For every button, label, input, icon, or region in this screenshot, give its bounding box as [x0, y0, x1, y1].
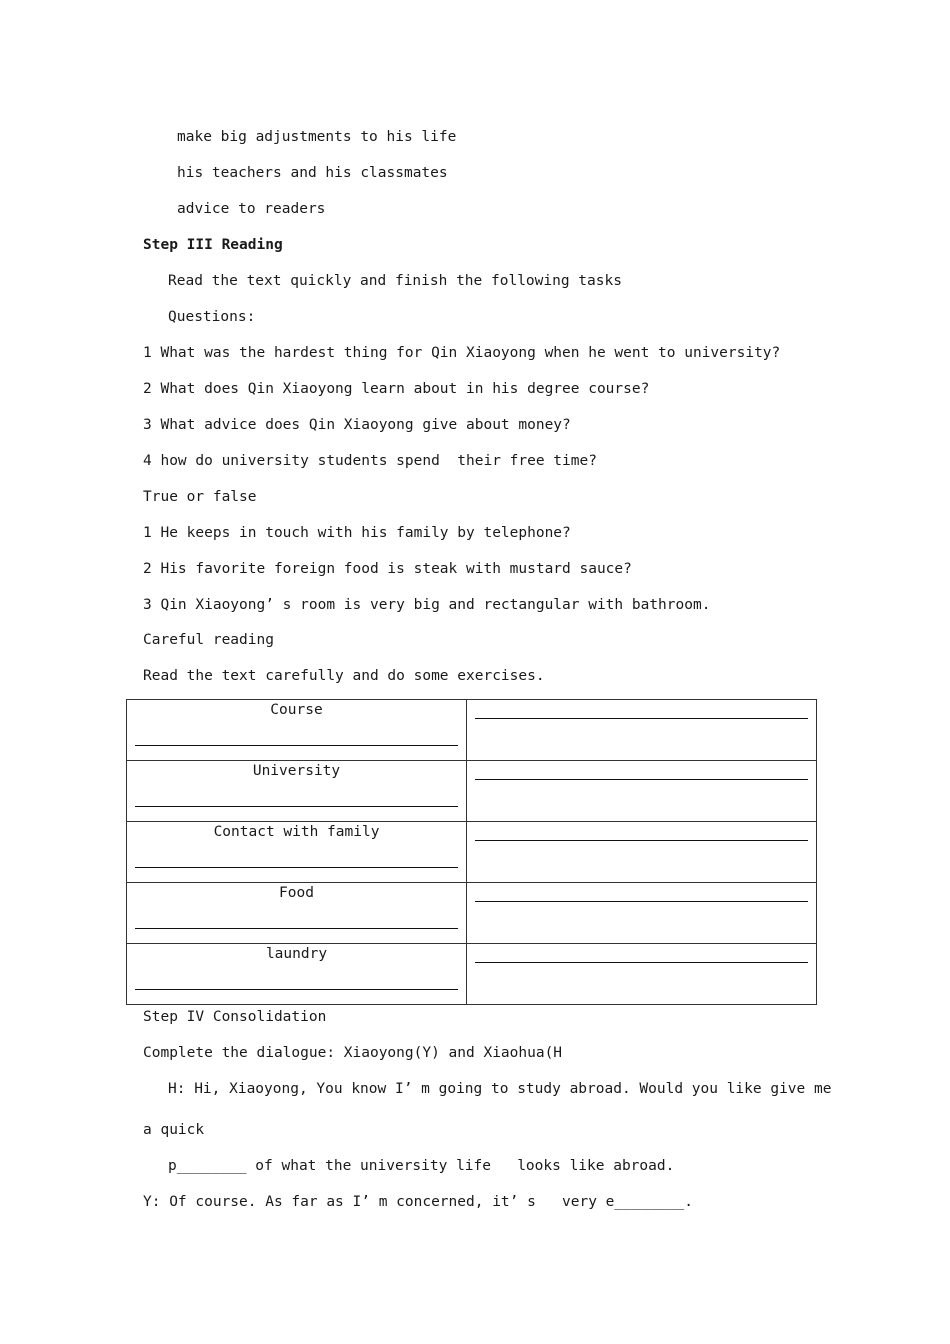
- answer-line[interactable]: [475, 901, 808, 902]
- step4-instruction: Complete the dialogue: Xiaoyong(Y) and Xiaohua(H: [143, 1045, 563, 1061]
- answer-line[interactable]: [475, 779, 808, 780]
- answer-line[interactable]: [135, 928, 458, 929]
- row-label: Contact with family: [213, 824, 380, 840]
- step3-heading: Step III Reading: [143, 237, 283, 253]
- table-label-cell: [127, 700, 467, 761]
- table-label-cell: [127, 883, 467, 944]
- table-answer-cell: [467, 944, 817, 1005]
- intro-item: his teachers and his classmates: [177, 165, 448, 181]
- table-row: [127, 761, 817, 822]
- row-label: Food: [279, 885, 314, 901]
- answer-line[interactable]: [475, 840, 808, 841]
- true-false-item: 2 His favorite foreign food is steak with mustard sauce?: [143, 561, 632, 577]
- dialogue-line: Y: Of course. As far as I’ m concerned, it’ s very e________.: [143, 1194, 693, 1210]
- dialogue-line: H: Hi, Xiaoyong, You know I’ m going to study abroad. Would you like give me: [168, 1081, 832, 1097]
- table-answer-cell: [467, 822, 817, 883]
- dialogue-line: a quick: [143, 1122, 205, 1138]
- answer-line[interactable]: [475, 962, 808, 963]
- table-label-cell: [127, 944, 467, 1005]
- table-answer-cell: [467, 700, 817, 761]
- table-label-cell: [127, 761, 467, 822]
- answer-line[interactable]: [135, 806, 458, 807]
- step3-instruction: Read the text quickly and finish the following tasks: [168, 273, 622, 289]
- answer-line[interactable]: [475, 718, 808, 719]
- table-row: [127, 700, 817, 761]
- answer-line[interactable]: [135, 989, 458, 990]
- exercise-table: [126, 699, 817, 1005]
- answer-line[interactable]: [135, 745, 458, 746]
- table-row: [127, 944, 817, 1005]
- answer-line[interactable]: [135, 867, 458, 868]
- row-label: Course: [270, 702, 323, 718]
- table-answer-cell: [467, 883, 817, 944]
- true-false-label: True or false: [143, 489, 257, 505]
- question-item: 2 What does Qin Xiaoyong learn about in his degree course?: [143, 381, 650, 397]
- table-answer-cell: [467, 761, 817, 822]
- careful-reading-label: Careful reading: [143, 632, 274, 648]
- table-row: [127, 822, 817, 883]
- table-row: [127, 883, 817, 944]
- intro-item: advice to readers: [177, 201, 326, 217]
- questions-label: Questions:: [168, 309, 256, 325]
- careful-reading-instruction: Read the text carefully and do some exercises.: [143, 668, 545, 684]
- question-item: 4 how do university students spend their free time?: [143, 453, 597, 469]
- row-label: University: [252, 763, 341, 779]
- true-false-item: 3 Qin Xiaoyong’ s room is very big and rectangular with bathroom.: [143, 597, 711, 613]
- step4-heading: Step IV Consolidation: [143, 1009, 327, 1025]
- true-false-item: 1 He keeps in touch with his family by telephone?: [143, 525, 571, 541]
- dialogue-line: p________ of what the university life looks like abroad.: [168, 1158, 675, 1174]
- intro-item: make big adjustments to his life: [177, 129, 457, 145]
- question-item: 3 What advice does Qin Xiaoyong give about money?: [143, 417, 571, 433]
- question-item: 1 What was the hardest thing for Qin Xiaoyong when he went to university?: [143, 345, 781, 361]
- row-label: laundry: [265, 946, 328, 962]
- table-label-cell: [127, 822, 467, 883]
